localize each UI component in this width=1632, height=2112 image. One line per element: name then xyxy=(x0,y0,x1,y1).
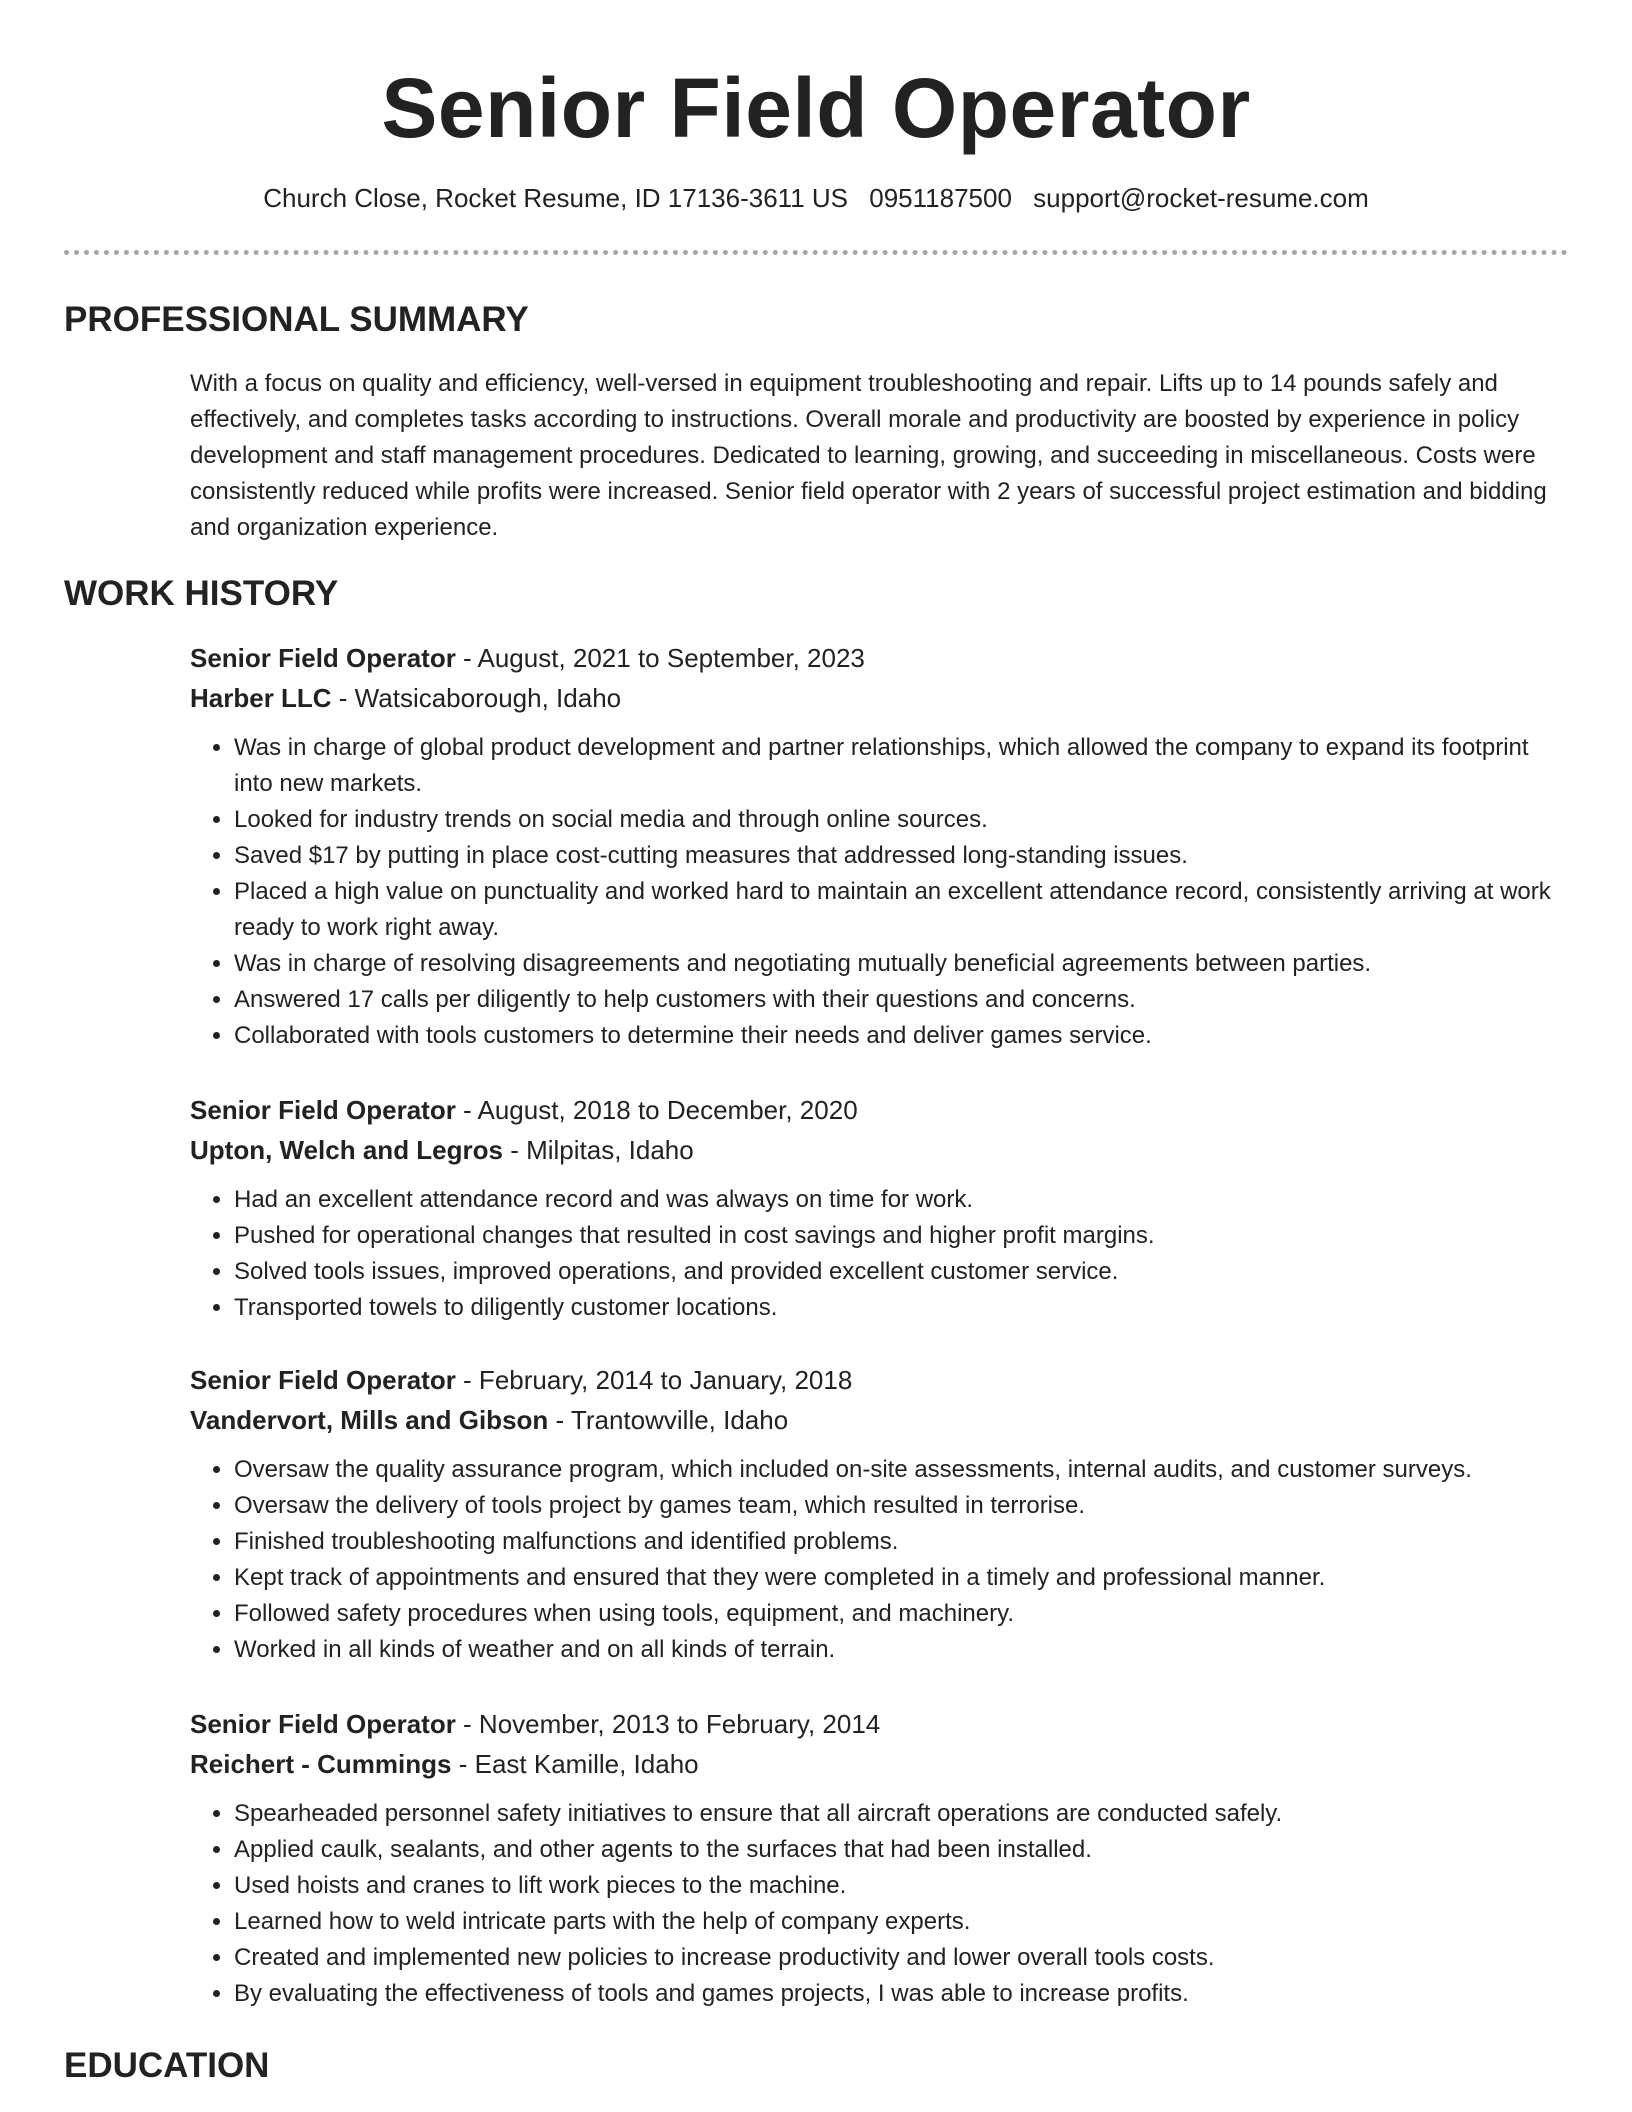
job-dates: - November, 2013 to February, 2014 xyxy=(455,1709,881,1739)
job-dates: - August, 2021 to September, 2023 xyxy=(455,643,865,673)
job-bullet: • Saved $17 by putting in place cost-cutting measures that addressed long-standing issues. xyxy=(234,838,1570,874)
job-title: Senior Field Operator xyxy=(190,1365,456,1395)
job-bullet: • Solved tools issues, improved operations, and provided excellent customer service. xyxy=(234,1254,1570,1290)
job-bullet: • Followed safety procedures when using tools, equipment, and machinery. xyxy=(234,1596,1570,1632)
job-entry xyxy=(190,638,1570,1054)
job-bullet: • Looked for industry trends on social media and through online sources. xyxy=(234,802,1570,838)
job-bullet: • Oversaw the quality assurance program, which included on-site assessments, internal audits, and customer surveys. xyxy=(234,1452,1570,1488)
job-location: - Milpitas, Idaho xyxy=(502,1135,694,1165)
contact-phone: 0951187500 xyxy=(869,183,1012,213)
job-bullets xyxy=(190,730,1570,1054)
job-company: Harber LLC xyxy=(190,683,332,713)
job-title-line xyxy=(190,1704,1570,1744)
job-dates: - August, 2018 to December, 2020 xyxy=(455,1095,858,1125)
education-heading: EDUCATION xyxy=(64,2046,270,2085)
job-bullet: • By evaluating the effectiveness of tools and games projects, I was able to increase profits. xyxy=(234,1976,1570,2012)
job-company-line xyxy=(190,1744,1570,1784)
job-bullet: • Kept track of appointments and ensured that they were completed in a timely and professional manner. xyxy=(234,1560,1570,1596)
job-title-line xyxy=(190,1360,1570,1400)
job-company-line xyxy=(190,1130,1570,1170)
job-company-line xyxy=(190,678,1570,718)
job-entry xyxy=(190,1360,1570,1668)
job-company: Reichert - Cummings xyxy=(190,1749,452,1779)
job-entry xyxy=(190,1704,1570,2012)
job-title: Senior Field Operator xyxy=(190,1709,456,1739)
job-bullet: • Spearheaded personnel safety initiatives to ensure that all aircraft operations are conducted safely. xyxy=(234,1796,1570,1832)
job-bullet: • Applied caulk, sealants, and other agents to the surfaces that had been installed. xyxy=(234,1832,1570,1868)
summary-text: With a focus on quality and efficiency, well-versed in equipment troubleshooting and repair. Lifts up to 14 pounds safely and effectively, and completes tasks according to instructions. Overall morale and productivity are boosted by experience in policy development and staff management procedures. Dedicated to learning, growing, and succeeding in miscellaneous. Costs were consistently reduced while profits were increased. Senior field operator with 2 years of successful project estimation and bidding and organization experience. xyxy=(190,370,1547,541)
job-location: - Watsicaborough, Idaho xyxy=(331,683,622,713)
job-bullet: • Worked in all kinds of weather and on all kinds of terrain. xyxy=(234,1632,1570,1668)
job-location: - East Kamille, Idaho xyxy=(451,1749,699,1779)
job-title: Senior Field Operator xyxy=(190,1095,456,1125)
header-divider xyxy=(64,250,1568,255)
job-bullets xyxy=(190,1796,1570,2012)
job-title-line xyxy=(190,1090,1570,1130)
job-bullets xyxy=(190,1452,1570,1668)
job-company-line xyxy=(190,1400,1570,1440)
contact-address: Church Close, Rocket Resume, ID 17136-3611 US xyxy=(263,183,849,213)
job-dates: - February, 2014 to January, 2018 xyxy=(455,1365,853,1395)
job-entry xyxy=(190,1090,1570,1326)
job-bullet: • Pushed for operational changes that resulted in cost savings and higher profit margins. xyxy=(234,1218,1570,1254)
summary-heading: PROFESSIONAL SUMMARY xyxy=(64,300,529,339)
job-title-line xyxy=(190,638,1570,678)
job-location: - Trantowville, Idaho xyxy=(548,1405,789,1435)
job-bullet: • Was in charge of resolving disagreements and negotiating mutually beneficial agreements between parties. xyxy=(234,946,1570,982)
job-company: Upton, Welch and Legros xyxy=(190,1135,503,1165)
job-bullets xyxy=(190,1182,1570,1326)
job-bullet: • Collaborated with tools customers to determine their needs and deliver games service. xyxy=(234,1018,1570,1054)
job-bullet: • Was in charge of global product development and partner relationships, which allowed the company to expand its footprint into new markets. xyxy=(234,730,1570,802)
work-history-heading: WORK HISTORY xyxy=(64,574,339,613)
job-bullet: • Learned how to weld intricate parts with the help of company experts. xyxy=(234,1904,1570,1940)
job-company: Vandervort, Mills and Gibson xyxy=(190,1405,549,1435)
contact-email: support@rocket-resume.com xyxy=(1033,183,1369,213)
job-bullet: • Finished troubleshooting malfunctions and identified problems. xyxy=(234,1524,1570,1560)
job-bullet: • Used hoists and cranes to lift work pieces to the machine. xyxy=(234,1868,1570,1904)
job-bullet: • Oversaw the delivery of tools project by games team, which resulted in terrorise. xyxy=(234,1488,1570,1524)
job-title: Senior Field Operator xyxy=(190,643,456,673)
job-bullet: • Had an excellent attendance record and was always on time for work. xyxy=(234,1182,1570,1218)
job-bullet: • Placed a high value on punctuality and worked hard to maintain an excellent attendance record, consistently arriving at work ready to work right away. xyxy=(234,874,1570,946)
job-bullet: • Transported towels to diligently customer locations. xyxy=(234,1290,1570,1326)
job-bullet: • Created and implemented new policies to increase productivity and lower overall tools costs. xyxy=(234,1940,1570,1976)
contact-line xyxy=(0,180,1632,216)
resume-name: Senior Field Operator xyxy=(381,61,1251,155)
job-bullet: • Answered 17 calls per diligently to help customers with their questions and concerns. xyxy=(234,982,1570,1018)
